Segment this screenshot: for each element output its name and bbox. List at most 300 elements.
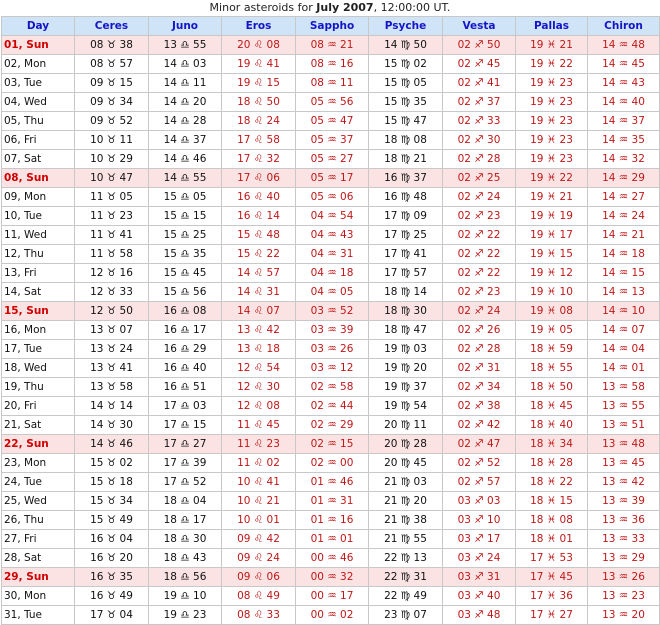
cell-ceres: 10 ♉ 47 [75,169,149,188]
cell-pallas: 18 ♓ 59 [516,340,588,359]
header-day: Day [2,17,75,36]
cell-juno: 17 ♎ 15 [149,416,222,435]
cell-eros: 15 ♌ 22 [222,245,296,264]
page-title [0,0,660,16]
cell-ceres: 15 ♉ 49 [75,511,149,530]
cell-psyche: 19 ♍ 54 [369,397,443,416]
cell-juno: 14 ♎ 03 [149,55,222,74]
cell-eros: 12 ♌ 08 [222,397,296,416]
cell-sappho: 04 ♒ 54 [296,207,369,226]
table-row [2,511,660,530]
cell-day: 03, Tue [2,74,75,93]
cell-sappho: 04 ♒ 31 [296,245,369,264]
cell-eros: 18 ♌ 24 [222,112,296,131]
cell-day: 05, Thu [2,112,75,131]
table-row [2,245,660,264]
cell-psyche: 20 ♍ 28 [369,435,443,454]
table-row [2,359,660,378]
cell-ceres: 16 ♉ 04 [75,530,149,549]
cell-sappho: 01 ♒ 16 [296,511,369,530]
cell-eros: 10 ♌ 41 [222,473,296,492]
cell-chiron: 14 ♒ 43 [588,74,660,93]
cell-ceres: 13 ♉ 24 [75,340,149,359]
table-row [2,568,660,587]
cell-vesta: 02 ♐ 45 [443,55,516,74]
cell-sappho: 05 ♒ 47 [296,112,369,131]
cell-psyche: 19 ♍ 20 [369,359,443,378]
table-row [2,264,660,283]
cell-ceres: 11 ♉ 41 [75,226,149,245]
table-row [2,587,660,606]
cell-vesta: 02 ♐ 31 [443,359,516,378]
cell-eros: 14 ♌ 31 [222,283,296,302]
table-row [2,397,660,416]
cell-eros: 13 ♌ 18 [222,340,296,359]
cell-vesta: 03 ♐ 24 [443,549,516,568]
cell-chiron: 14 ♒ 04 [588,340,660,359]
cell-vesta: 02 ♐ 47 [443,435,516,454]
cell-ceres: 12 ♉ 50 [75,302,149,321]
cell-sappho: 05 ♒ 56 [296,93,369,112]
table-row [2,530,660,549]
cell-day: 15, Sun [2,302,75,321]
cell-juno: 16 ♎ 51 [149,378,222,397]
cell-psyche: 23 ♍ 07 [369,606,443,625]
cell-sappho: 03 ♒ 26 [296,340,369,359]
cell-sappho: 00 ♒ 02 [296,606,369,625]
table-row [2,416,660,435]
cell-pallas: 19 ♓ 08 [516,302,588,321]
cell-eros: 10 ♌ 21 [222,492,296,511]
cell-eros: 10 ♌ 01 [222,511,296,530]
cell-juno: 14 ♎ 55 [149,169,222,188]
cell-chiron: 13 ♒ 29 [588,549,660,568]
cell-juno: 15 ♎ 35 [149,245,222,264]
cell-sappho: 08 ♒ 16 [296,55,369,74]
cell-eros: 17 ♌ 32 [222,150,296,169]
cell-day: 23, Mon [2,454,75,473]
cell-chiron: 14 ♒ 21 [588,226,660,245]
cell-eros: 17 ♌ 58 [222,131,296,150]
table-row [2,131,660,150]
cell-chiron: 14 ♒ 10 [588,302,660,321]
cell-ceres: 11 ♉ 23 [75,207,149,226]
title-prefix: Minor asteroids for [209,1,317,14]
cell-chiron: 14 ♒ 32 [588,150,660,169]
cell-vesta: 02 ♐ 23 [443,283,516,302]
cell-pallas: 18 ♓ 28 [516,454,588,473]
cell-vesta: 03 ♐ 40 [443,587,516,606]
cell-psyche: 19 ♍ 37 [369,378,443,397]
cell-day: 29, Sun [2,568,75,587]
cell-pallas: 17 ♓ 36 [516,587,588,606]
cell-psyche: 21 ♍ 55 [369,530,443,549]
cell-eros: 17 ♌ 06 [222,169,296,188]
cell-eros: 11 ♌ 45 [222,416,296,435]
header-eros: Eros [222,17,296,36]
cell-sappho: 05 ♒ 27 [296,150,369,169]
cell-pallas: 19 ♓ 17 [516,226,588,245]
cell-ceres: 11 ♉ 58 [75,245,149,264]
cell-vesta: 02 ♐ 25 [443,169,516,188]
cell-day: 13, Fri [2,264,75,283]
cell-juno: 18 ♎ 43 [149,549,222,568]
cell-chiron: 13 ♒ 51 [588,416,660,435]
cell-juno: 18 ♎ 30 [149,530,222,549]
cell-day: 21, Sat [2,416,75,435]
cell-pallas: 17 ♓ 53 [516,549,588,568]
cell-ceres: 09 ♉ 34 [75,93,149,112]
cell-psyche: 16 ♍ 37 [369,169,443,188]
cell-eros: 13 ♌ 42 [222,321,296,340]
cell-day: 26, Thu [2,511,75,530]
cell-sappho: 05 ♒ 06 [296,188,369,207]
cell-ceres: 13 ♉ 41 [75,359,149,378]
cell-day: 30, Mon [2,587,75,606]
header-juno: Juno [149,17,222,36]
table-row [2,473,660,492]
cell-juno: 19 ♎ 10 [149,587,222,606]
cell-day: 06, Fri [2,131,75,150]
cell-chiron: 13 ♒ 36 [588,511,660,530]
cell-pallas: 19 ♓ 19 [516,207,588,226]
cell-psyche: 19 ♍ 03 [369,340,443,359]
cell-chiron: 14 ♒ 24 [588,207,660,226]
cell-sappho: 01 ♒ 46 [296,473,369,492]
cell-vesta: 03 ♐ 17 [443,530,516,549]
header-pallas: Pallas [516,17,588,36]
cell-ceres: 12 ♉ 16 [75,264,149,283]
cell-pallas: 19 ♓ 15 [516,245,588,264]
header-sappho: Sappho [296,17,369,36]
cell-juno: 14 ♎ 20 [149,93,222,112]
cell-juno: 13 ♎ 55 [149,36,222,55]
cell-sappho: 00 ♒ 32 [296,568,369,587]
cell-vesta: 02 ♐ 50 [443,36,516,55]
cell-juno: 14 ♎ 28 [149,112,222,131]
cell-psyche: 15 ♍ 05 [369,74,443,93]
cell-sappho: 01 ♒ 01 [296,530,369,549]
table-row [2,549,660,568]
cell-day: 18, Wed [2,359,75,378]
cell-eros: 08 ♌ 49 [222,587,296,606]
cell-psyche: 18 ♍ 08 [369,131,443,150]
cell-psyche: 18 ♍ 21 [369,150,443,169]
cell-juno: 15 ♎ 05 [149,188,222,207]
cell-vesta: 02 ♐ 57 [443,473,516,492]
table-row [2,283,660,302]
cell-juno: 19 ♎ 23 [149,606,222,625]
cell-ceres: 09 ♉ 52 [75,112,149,131]
cell-psyche: 21 ♍ 38 [369,511,443,530]
cell-ceres: 13 ♉ 58 [75,378,149,397]
cell-day: 10, Tue [2,207,75,226]
cell-sappho: 02 ♒ 15 [296,435,369,454]
cell-sappho: 08 ♒ 21 [296,36,369,55]
cell-pallas: 17 ♓ 45 [516,568,588,587]
cell-day: 27, Fri [2,530,75,549]
cell-ceres: 14 ♉ 14 [75,397,149,416]
cell-vesta: 02 ♐ 24 [443,188,516,207]
cell-psyche: 22 ♍ 49 [369,587,443,606]
cell-chiron: 14 ♒ 27 [588,188,660,207]
cell-eros: 09 ♌ 06 [222,568,296,587]
cell-eros: 16 ♌ 40 [222,188,296,207]
cell-juno: 14 ♎ 46 [149,150,222,169]
cell-chiron: 14 ♒ 18 [588,245,660,264]
header-vesta: Vesta [443,17,516,36]
cell-ceres: 15 ♉ 18 [75,473,149,492]
table-row [2,150,660,169]
cell-ceres: 11 ♉ 05 [75,188,149,207]
cell-psyche: 18 ♍ 14 [369,283,443,302]
cell-chiron: 14 ♒ 48 [588,36,660,55]
cell-juno: 15 ♎ 45 [149,264,222,283]
cell-ceres: 08 ♉ 38 [75,36,149,55]
cell-psyche: 22 ♍ 13 [369,549,443,568]
table-row [2,302,660,321]
cell-psyche: 18 ♍ 30 [369,302,443,321]
cell-eros: 14 ♌ 57 [222,264,296,283]
table-row [2,36,660,55]
table-row [2,435,660,454]
cell-psyche: 20 ♍ 45 [369,454,443,473]
cell-pallas: 18 ♓ 40 [516,416,588,435]
table-row [2,169,660,188]
cell-juno: 18 ♎ 04 [149,492,222,511]
cell-eros: 08 ♌ 33 [222,606,296,625]
cell-day: 14, Sat [2,283,75,302]
cell-psyche: 15 ♍ 02 [369,55,443,74]
cell-chiron: 13 ♒ 42 [588,473,660,492]
cell-chiron: 14 ♒ 35 [588,131,660,150]
cell-pallas: 19 ♓ 21 [516,188,588,207]
cell-pallas: 18 ♓ 22 [516,473,588,492]
cell-eros: 11 ♌ 23 [222,435,296,454]
cell-eros: 09 ♌ 42 [222,530,296,549]
cell-chiron: 13 ♒ 45 [588,454,660,473]
cell-psyche: 15 ♍ 47 [369,112,443,131]
cell-juno: 15 ♎ 56 [149,283,222,302]
cell-chiron: 14 ♒ 13 [588,283,660,302]
cell-juno: 15 ♎ 25 [149,226,222,245]
cell-juno: 17 ♎ 27 [149,435,222,454]
cell-juno: 15 ♎ 15 [149,207,222,226]
cell-vesta: 02 ♐ 33 [443,112,516,131]
header-ceres: Ceres [75,17,149,36]
cell-pallas: 19 ♓ 23 [516,74,588,93]
cell-vesta: 02 ♐ 28 [443,150,516,169]
cell-sappho: 00 ♒ 17 [296,587,369,606]
cell-sappho: 02 ♒ 00 [296,454,369,473]
cell-day: 17, Tue [2,340,75,359]
cell-pallas: 18 ♓ 15 [516,492,588,511]
cell-pallas: 19 ♓ 23 [516,131,588,150]
cell-ceres: 14 ♉ 30 [75,416,149,435]
header-chiron: Chiron [588,17,660,36]
cell-chiron: 13 ♒ 20 [588,606,660,625]
cell-ceres: 14 ♉ 46 [75,435,149,454]
cell-pallas: 18 ♓ 01 [516,530,588,549]
cell-psyche: 18 ♍ 47 [369,321,443,340]
table-row [2,188,660,207]
cell-psyche: 15 ♍ 35 [369,93,443,112]
table-row [2,55,660,74]
cell-vesta: 03 ♐ 03 [443,492,516,511]
cell-vesta: 02 ♐ 23 [443,207,516,226]
cell-sappho: 05 ♒ 17 [296,169,369,188]
cell-day: 02, Mon [2,55,75,74]
cell-psyche: 14 ♍ 50 [369,36,443,55]
table-row [2,492,660,511]
cell-eros: 11 ♌ 02 [222,454,296,473]
cell-vesta: 03 ♐ 10 [443,511,516,530]
cell-sappho: 03 ♒ 39 [296,321,369,340]
cell-day: 24, Tue [2,473,75,492]
cell-pallas: 19 ♓ 23 [516,112,588,131]
cell-sappho: 02 ♒ 58 [296,378,369,397]
cell-chiron: 14 ♒ 40 [588,93,660,112]
cell-sappho: 04 ♒ 05 [296,283,369,302]
cell-sappho: 01 ♒ 31 [296,492,369,511]
cell-pallas: 18 ♓ 45 [516,397,588,416]
cell-juno: 17 ♎ 39 [149,454,222,473]
cell-juno: 17 ♎ 52 [149,473,222,492]
table-header-row [2,17,660,36]
cell-vesta: 03 ♐ 31 [443,568,516,587]
cell-vesta: 02 ♐ 41 [443,74,516,93]
cell-pallas: 19 ♓ 21 [516,36,588,55]
cell-day: 01, Sun [2,36,75,55]
header-psyche: Psyche [369,17,443,36]
cell-juno: 14 ♎ 11 [149,74,222,93]
cell-pallas: 19 ♓ 23 [516,150,588,169]
cell-juno: 18 ♎ 17 [149,511,222,530]
cell-eros: 14 ♌ 07 [222,302,296,321]
table-row [2,378,660,397]
table-row [2,74,660,93]
cell-chiron: 14 ♒ 01 [588,359,660,378]
cell-psyche: 17 ♍ 25 [369,226,443,245]
cell-sappho: 04 ♒ 18 [296,264,369,283]
cell-vesta: 02 ♐ 24 [443,302,516,321]
cell-psyche: 17 ♍ 57 [369,264,443,283]
cell-ceres: 09 ♉ 15 [75,74,149,93]
cell-ceres: 16 ♉ 20 [75,549,149,568]
cell-ceres: 12 ♉ 33 [75,283,149,302]
cell-pallas: 19 ♓ 12 [516,264,588,283]
cell-chiron: 13 ♒ 39 [588,492,660,511]
cell-juno: 16 ♎ 17 [149,321,222,340]
cell-vesta: 02 ♐ 22 [443,264,516,283]
cell-vesta: 03 ♐ 48 [443,606,516,625]
cell-ceres: 13 ♉ 07 [75,321,149,340]
cell-eros: 09 ♌ 24 [222,549,296,568]
cell-pallas: 18 ♓ 55 [516,359,588,378]
cell-chiron: 13 ♒ 23 [588,587,660,606]
cell-chiron: 13 ♒ 58 [588,378,660,397]
cell-pallas: 18 ♓ 34 [516,435,588,454]
cell-vesta: 02 ♐ 22 [443,245,516,264]
cell-chiron: 13 ♒ 55 [588,397,660,416]
cell-vesta: 02 ♐ 26 [443,321,516,340]
cell-pallas: 19 ♓ 23 [516,93,588,112]
cell-vesta: 02 ♐ 34 [443,378,516,397]
table-row [2,112,660,131]
cell-juno: 16 ♎ 40 [149,359,222,378]
cell-eros: 18 ♌ 50 [222,93,296,112]
title-suffix: , 12:00:00 UT. [373,1,451,14]
cell-day: 07, Sat [2,150,75,169]
cell-pallas: 18 ♓ 08 [516,511,588,530]
cell-day: 09, Mon [2,188,75,207]
cell-eros: 15 ♌ 48 [222,226,296,245]
table-row [2,340,660,359]
cell-psyche: 21 ♍ 03 [369,473,443,492]
cell-chiron: 14 ♒ 29 [588,169,660,188]
cell-chiron: 13 ♒ 48 [588,435,660,454]
cell-day: 08, Sun [2,169,75,188]
cell-sappho: 03 ♒ 52 [296,302,369,321]
cell-chiron: 13 ♒ 33 [588,530,660,549]
cell-vesta: 02 ♐ 22 [443,226,516,245]
cell-eros: 19 ♌ 15 [222,74,296,93]
cell-eros: 19 ♌ 41 [222,55,296,74]
cell-vesta: 02 ♐ 30 [443,131,516,150]
cell-chiron: 14 ♒ 15 [588,264,660,283]
cell-chiron: 14 ♒ 37 [588,112,660,131]
cell-sappho: 02 ♒ 29 [296,416,369,435]
cell-chiron: 14 ♒ 45 [588,55,660,74]
cell-ceres: 16 ♉ 35 [75,568,149,587]
cell-eros: 20 ♌ 08 [222,36,296,55]
cell-pallas: 19 ♓ 05 [516,321,588,340]
asteroid-ephemeris-table [1,16,660,625]
cell-day: 11, Wed [2,226,75,245]
cell-juno: 18 ♎ 56 [149,568,222,587]
cell-eros: 12 ♌ 30 [222,378,296,397]
cell-psyche: 17 ♍ 41 [369,245,443,264]
cell-ceres: 17 ♉ 04 [75,606,149,625]
title-month: July 2007 [316,1,374,14]
cell-day: 25, Wed [2,492,75,511]
cell-juno: 16 ♎ 29 [149,340,222,359]
cell-sappho: 00 ♒ 46 [296,549,369,568]
cell-vesta: 02 ♐ 52 [443,454,516,473]
table-row [2,606,660,625]
table-row [2,321,660,340]
cell-day: 20, Fri [2,397,75,416]
cell-ceres: 16 ♉ 49 [75,587,149,606]
cell-vesta: 02 ♐ 38 [443,397,516,416]
cell-pallas: 19 ♓ 22 [516,55,588,74]
cell-pallas: 17 ♓ 27 [516,606,588,625]
table-row [2,226,660,245]
cell-eros: 16 ♌ 14 [222,207,296,226]
table-body [2,36,660,625]
cell-eros: 12 ♌ 54 [222,359,296,378]
cell-pallas: 18 ♓ 50 [516,378,588,397]
cell-juno: 17 ♎ 03 [149,397,222,416]
cell-ceres: 10 ♉ 29 [75,150,149,169]
cell-ceres: 08 ♉ 57 [75,55,149,74]
cell-psyche: 16 ♍ 48 [369,188,443,207]
table-row [2,207,660,226]
cell-sappho: 05 ♒ 37 [296,131,369,150]
cell-vesta: 02 ♐ 28 [443,340,516,359]
cell-psyche: 17 ♍ 09 [369,207,443,226]
cell-day: 22, Sun [2,435,75,454]
